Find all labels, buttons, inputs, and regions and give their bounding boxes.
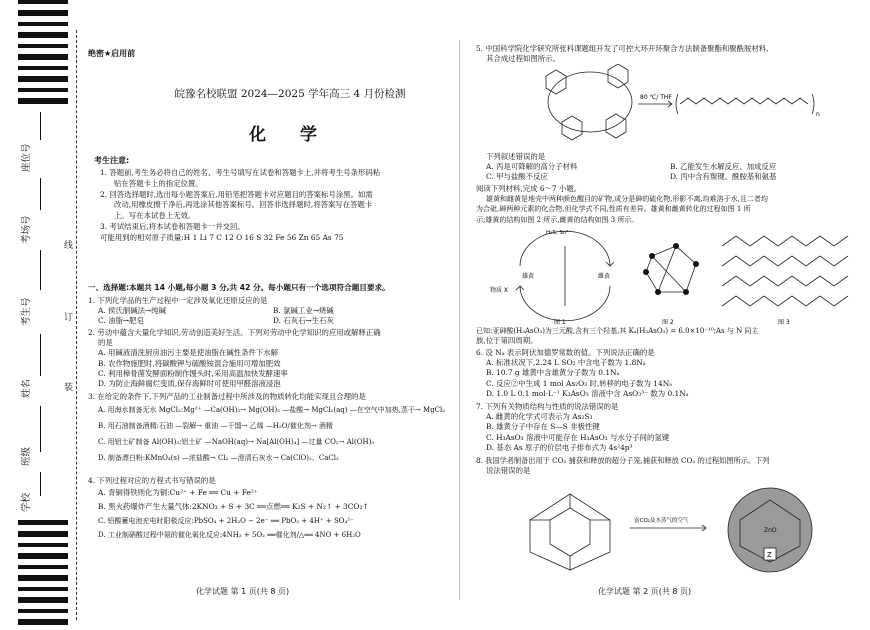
binding-stripe — [18, 609, 68, 613]
option-b: B. 雄黄分子中存在 S—S 非极性键 — [486, 422, 600, 432]
fig1-product: 物质 X — [490, 287, 509, 294]
note-line: 贴在答题卡上的指定位置。 — [114, 178, 203, 188]
reading-known — [476, 326, 854, 346]
option-b: B. 10.7 g 雄黄中含雄黄分子数为 0.1Nₐ — [486, 368, 620, 378]
binding-stripe — [18, 10, 68, 16]
binding-stripe — [18, 619, 68, 625]
question-8 — [476, 456, 854, 476]
question-stem: 7. 下列有关物质结构与性质的说法错误的是 — [476, 402, 619, 411]
binding-stripe — [18, 22, 68, 26]
option-d: D. 制备漂白粉:KMnO₄(s) —浓盐酸→ Cl₂ —澄清石灰水→ Ca(ClO)₂、CaCl₂ — [98, 454, 339, 463]
notes-body — [100, 168, 445, 244]
binding-stripe — [18, 553, 68, 559]
question-3 — [88, 392, 448, 466]
fig1-orpiment: 雌黄 — [598, 273, 611, 280]
question-stem: 5. 中国科学院化学研究所张科课题组开发了可控大环开环聚合方法制备聚酯和聚酰胺材料, — [476, 44, 769, 53]
fill-line — [40, 406, 41, 452]
option-a: A. 标准状况下,2.24 L SO₂ 中含电子数为 1.8Nₐ — [486, 358, 646, 368]
exam-title: 皖豫名校联盟 2024—2025 学年高三 4 月份检测 — [174, 88, 406, 100]
reading-text: 为合砒,砷两种元素的化合物,但化学式不同,性质有差异。雄黄和雌黄转化的过程如图 1 所 — [476, 205, 751, 214]
option-c: C. 甲与盐酸不反应 — [486, 172, 548, 182]
fill-line — [40, 472, 41, 496]
reading-material — [476, 184, 854, 225]
question-stem: 4. 下列过程对应的方程式书写错误的是 — [88, 476, 216, 485]
fig1-realgar: 雄黄 — [522, 273, 535, 280]
section-heading: 一、选择题:本题共 14 小题,每小题 3 分,共 42 分。每小题只有一个选项符合题目要求。 — [88, 283, 390, 292]
option-c: C. 反应②中生成 1 mol As₂O₃ 时,转移的电子数为 14Nₐ — [486, 378, 673, 388]
binding-stripe — [18, 44, 68, 48]
reading-text: 示;雄黄的结构如图 2 所示,雌黄的结构如图 3 所示。 — [476, 215, 639, 224]
cage-center-label: ZnO — [764, 527, 777, 534]
polymerization-figure — [528, 64, 828, 150]
question-stem: 8. 我国学者制备出用于 CO₂ 捕获和释放的超分子笼,捕获和释放 CO₂ 的过程如图所示。下列 — [476, 456, 770, 465]
cage-z-label: Z — [767, 551, 772, 559]
binding-stripe — [18, 543, 68, 547]
option-a: A. 侯氏制碱法→纯碱 — [98, 306, 166, 316]
question-stem: 2. 劳动中蕴含大量化学知识,劳动创造美好生活。下列对劳动中化学知识的应用或解释正确 — [88, 328, 381, 337]
fill-line — [40, 112, 41, 140]
question-stem: 3. 在给定的条件下,下列产品的工业制备过程中所涉及的物质转化均能实现且合理的是 — [88, 392, 366, 401]
binding-stripe — [18, 520, 68, 525]
option-b: B. 黑火药爆炸产生大量气体:2KNO₃ + S + 3C ══点燃══ K₂S + N₂↑ + 3CO₂↑ — [98, 502, 369, 512]
fill-line — [40, 334, 41, 376]
binding-stripe — [18, 575, 68, 581]
binding-margin — [0, 0, 80, 630]
question-5 — [476, 44, 854, 64]
question-4 — [88, 476, 448, 542]
question-stem: 6. 设 Nₐ 表示阿伏加德罗常数的值。下列说法正确的是 — [476, 348, 655, 357]
cut-line — [76, 30, 77, 620]
option-d: D. 工业制硝酸过程中氨的催化氧化反应:4NH₃ + 5O₂ ══催化剂/△══ 4NO + 6H₂O — [98, 531, 361, 540]
option-a: A. 用碱液清洗厨房油污主要是使油脂在碱性条件下水解 — [98, 348, 279, 358]
question-stem-cont: 说法错误的是 — [486, 466, 531, 476]
realgar-figures — [490, 226, 854, 326]
question-stem: 1. 下列化学品的生产过程中一定涉及氧化还原反应的是 — [88, 296, 268, 305]
option-c: C. 用铝土矿制备 Al(OH)₃:铝土矿 —NaOH(aq)→ Na[Al(OH)₄] —过量 CO₂→ Al(OH)₃ — [98, 438, 375, 447]
footer-page-2: 化学试题 第 2 页(共 8 页) — [598, 587, 692, 596]
note-line: 2. 回答选择题时,选出每小题答案后,用铅笔把答题卡对应题目的答案标号涂黑。如需 — [100, 189, 373, 199]
option-c: C. 利用樟骨菌发酵面粉制作馒头时,采用高温加快发酵速率 — [98, 368, 288, 378]
reading-text: 族,位于第四周期。 — [476, 336, 538, 346]
cut-order-mark: 订 — [64, 310, 73, 323]
option-d: D. 丙中含有羰键、酰胺基和氨基 — [670, 172, 777, 182]
binding-stripe — [18, 597, 68, 603]
option-c: C. H₃AsO₃ 溶液中可能存在 H₃AsO₃ 与水分子间的氢键 — [486, 432, 670, 442]
school-label: 学校 — [21, 492, 32, 512]
option-d: D. 为防止海鲜腐烂变质,保存海鲜时可使用甲醛溶液浸泡 — [98, 379, 281, 389]
option-d: D. 基态 As 原子的价层电子排布式为 4s²4p³ — [486, 442, 633, 452]
cage-figure — [510, 480, 840, 576]
binding-stripe — [18, 0, 68, 4]
seat-label: 座位号 — [21, 143, 32, 172]
option-b: B. 氯碱工业→烧碱 — [273, 306, 334, 316]
reading-text: 已知:亚砷酸(H₃AsO₃)为三元酸,含有三个羟基,其 Kₐ(H₃AsO₃) = 6.0×10⁻¹⁰;As 与 N 同主 — [476, 327, 759, 335]
fig1-label: 图 1 — [554, 319, 566, 326]
binding-stripe — [18, 88, 68, 92]
note-line: 可能用到的相对原子质量:H 1 Li 7 C 12 O 16 S 32 Fe 56 Zn 65 As 75 — [100, 232, 344, 242]
fig1-reagent: H₂S, Sn²⁺ — [546, 230, 572, 236]
option-d: D. 1.0 L 0.1 mol·L⁻¹ K₃AsO₃ 溶液中含 AsO₃³⁻ 数为 0.1Nₐ — [486, 388, 689, 398]
question-stem-cont: 其合成过程如图所示。 — [486, 54, 560, 64]
student-no-label: 考生号 — [21, 297, 32, 326]
question-stem-cont: 下列叙述错误的是 — [486, 152, 546, 161]
cut-line-mark: 线 — [64, 238, 73, 251]
question-5-options — [476, 152, 854, 183]
fill-line — [40, 250, 41, 290]
option-a: A. 青铜得铁则化为铜:Cu²⁺ + Fe ══ Cu + Fe²⁺ — [98, 488, 258, 498]
option-c: C. 油脂→肥皂 — [98, 316, 144, 326]
question-stem-cont: 的是 — [98, 338, 113, 348]
question-2 — [88, 328, 448, 389]
option-d: D. 石灰石→生石灰 — [273, 316, 334, 326]
option-a: A. 丙是可降解的高分子材料 — [486, 162, 578, 172]
subject-title: 化 学 — [249, 125, 331, 145]
option-b: B. 乙能发生水解反应、加成反应 — [670, 162, 777, 172]
note-line: 上。写在本试卷上无效。 — [114, 211, 196, 221]
footer-page-1: 化学试题 第 1 页(共 8 页) — [196, 587, 290, 596]
cage-arrow-label: 富CO₂及水蒸气的空气 — [634, 518, 689, 524]
note-line: 1. 答题前,考生务必将自己的姓名、考生号填写在试卷和答题卡上,并将考生号条形码粘 — [100, 168, 381, 177]
fill-line — [40, 178, 41, 210]
note-line: 改动,用橡皮擦干净后,再选涂其他答案标号。回答非选择题时,将答案写在答题卡 — [114, 200, 373, 210]
confidential-mark: 绝密★启用前 — [88, 49, 136, 58]
binding-stripe — [18, 98, 68, 104]
page-divider — [459, 40, 460, 600]
option-a: A. 雌黄的化学式可表示为 As₂S₃ — [486, 412, 593, 422]
question-7 — [476, 402, 854, 453]
degree-n: n — [816, 111, 820, 118]
option-b: B. 用石油制备酒精:石油 —裂解→ 重油 —干馏→ 乙烯 —H₂O/催化剂→ 酒精 — [98, 422, 333, 431]
fig3-label: 图 3 — [778, 319, 790, 326]
exam-room-label: 考场号 — [21, 215, 32, 244]
binding-stripe — [18, 66, 68, 70]
arrow-condition: 80 ℃/ THF — [640, 94, 672, 101]
cut-bind-mark: 装 — [64, 380, 73, 393]
name-label: 姓名 — [21, 378, 32, 398]
notes-title: 考生注意: — [94, 156, 130, 165]
reading-intro: 阅读下列材料,完成 6～7 小题。 — [476, 184, 582, 193]
question-1 — [88, 296, 448, 327]
binding-stripe — [18, 54, 68, 60]
fig2-label: 图 2 — [662, 319, 674, 326]
binding-stripe — [18, 76, 68, 82]
binding-stripe — [18, 531, 68, 537]
reading-text: 雄黄和雌黄是地壳中两种颜色醒目的矿物,成分是砷的硫化物,形影不离,均难溶于水,且二者均 — [486, 195, 768, 204]
binding-stripe — [18, 565, 68, 569]
option-b: B. 农作物施肥时,将碳酸钾与硫酸铵混合施用可增加肥效 — [98, 358, 281, 368]
binding-stripe — [18, 587, 68, 591]
note-line: 3. 考试结束后,将本试卷和答题卡一并交回。 — [100, 221, 245, 231]
question-6 — [476, 348, 854, 399]
binding-stripe — [18, 32, 68, 38]
option-c: C. 铅酸蓄电池充电时阳极反应:PbSO₄ + 2H₂O − 2e⁻ ══ PbO₂ + 4H⁺ + SO₄²⁻ — [98, 517, 354, 526]
class-label: 班级 — [21, 446, 32, 466]
option-a: A. 用海水制备无水 MgCl₂:Mg²⁺ —Ca(OH)₂→ Mg(OH)₂ —盐酸→ MgCl₂(aq) —在空气中加热,蒸干→ MgCl₂ — [98, 406, 446, 415]
